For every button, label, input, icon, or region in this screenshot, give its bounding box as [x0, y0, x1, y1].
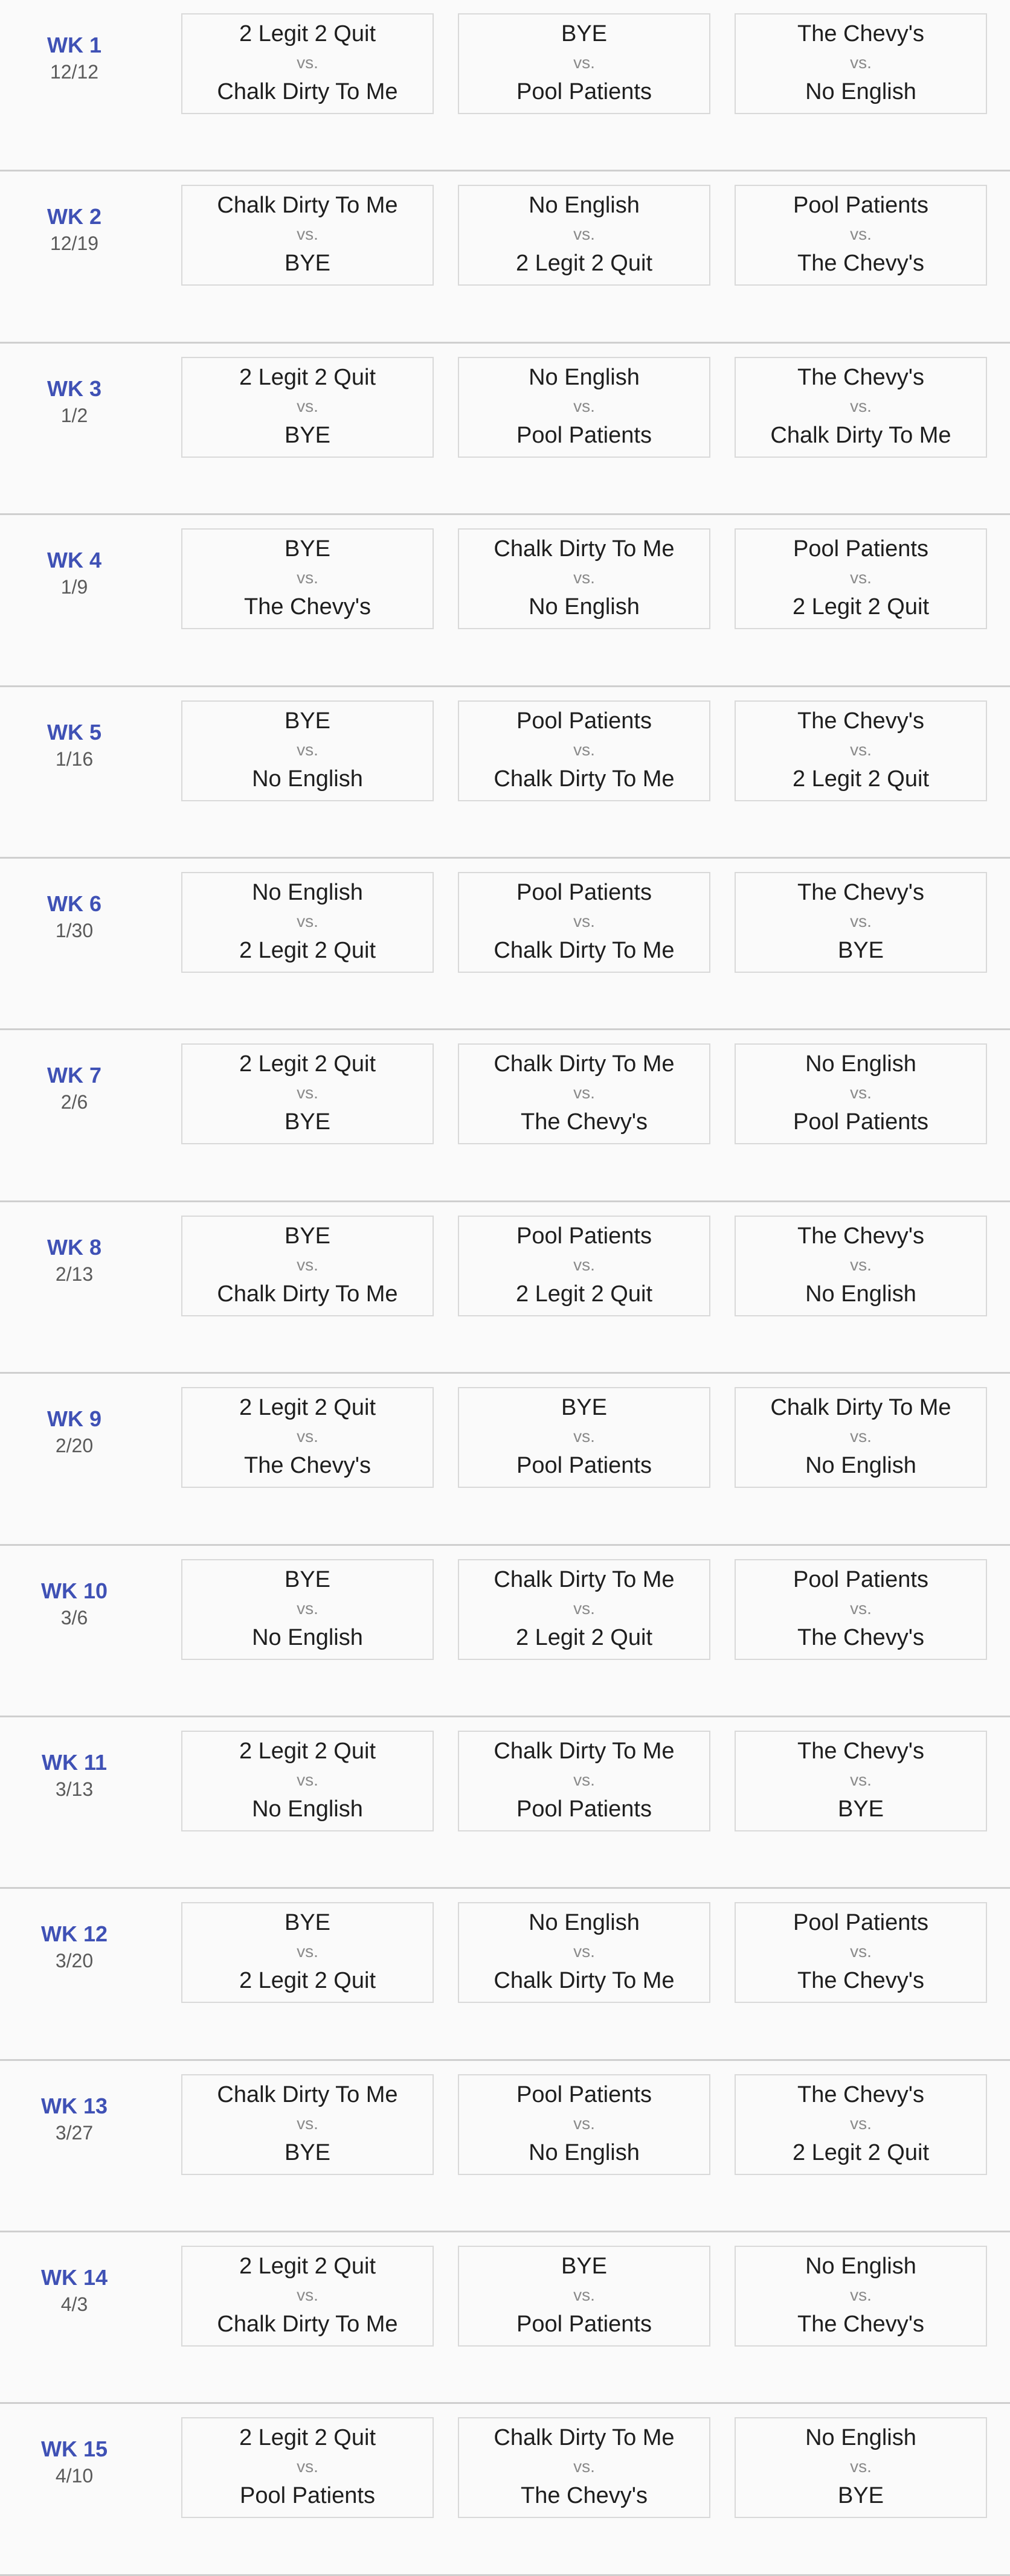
- week-row: [0, 1889, 1010, 2060]
- home-team: 2 Legit 2 Quit: [239, 21, 376, 46]
- vs-label: vs.: [297, 2286, 318, 2305]
- vs-label: vs.: [850, 568, 872, 588]
- week-row: [0, 1717, 1010, 1889]
- vs-label: vs.: [297, 1942, 318, 1961]
- home-team: No English: [529, 193, 640, 219]
- week-date: 12/19: [50, 232, 99, 255]
- away-team: The Chevy's: [520, 2483, 648, 2509]
- week-number: WK 8: [47, 1234, 101, 1260]
- away-team: Pool Patients: [516, 1453, 652, 1479]
- week-row: [0, 1374, 1010, 1545]
- week-row: [0, 0, 1010, 171]
- away-team: The Chevy's: [797, 2312, 924, 2337]
- home-team: BYE: [561, 21, 608, 46]
- week-date: 1/30: [55, 919, 94, 941]
- away-team: BYE: [284, 1109, 331, 1135]
- vs-label: vs.: [297, 1598, 318, 1618]
- match-card: [458, 2074, 710, 2175]
- match-card: [458, 1216, 710, 1316]
- home-team: The Chevy's: [797, 1223, 924, 1249]
- away-team: 2 Legit 2 Quit: [792, 766, 930, 792]
- home-team: Chalk Dirty To Me: [494, 1738, 675, 1764]
- week-date: 1/9: [60, 576, 88, 598]
- week-number: WK 2: [47, 204, 101, 229]
- home-team: The Chevy's: [797, 2081, 924, 2107]
- vs-label: vs.: [573, 1942, 595, 1961]
- match-card: [458, 13, 710, 114]
- week-number: WK 15: [40, 2437, 108, 2462]
- week-row: [0, 2404, 1010, 2575]
- week-date: 3/27: [55, 2121, 94, 2144]
- away-team: BYE: [837, 937, 884, 963]
- week-date: 4/10: [55, 2465, 94, 2487]
- vs-label: vs.: [297, 911, 318, 931]
- match-card: [735, 357, 987, 458]
- match-card: [735, 1043, 987, 1144]
- home-team: The Chevy's: [797, 1738, 924, 1764]
- home-team: Chalk Dirty To Me: [494, 1566, 675, 1592]
- vs-label: vs.: [850, 225, 872, 244]
- week-date: 1/16: [55, 748, 94, 770]
- week-row: [0, 2232, 1010, 2404]
- away-team: 2 Legit 2 Quit: [239, 937, 376, 963]
- away-team: Chalk Dirty To Me: [217, 1281, 398, 1307]
- vs-label: vs.: [850, 1598, 872, 1618]
- match-card: [181, 1902, 434, 2003]
- vs-label: vs.: [850, 53, 872, 72]
- week-label: [0, 31, 149, 85]
- week-number: WK 1: [47, 33, 101, 57]
- away-team: Chalk Dirty To Me: [217, 2312, 398, 2337]
- away-team: BYE: [837, 1796, 884, 1822]
- match-card: [735, 872, 987, 973]
- match-card: [735, 2417, 987, 2518]
- away-team: BYE: [837, 2483, 884, 2509]
- home-team: The Chevy's: [797, 708, 924, 734]
- vs-label: vs.: [573, 1083, 595, 1103]
- vs-label: vs.: [850, 396, 872, 415]
- away-team: The Chevy's: [797, 1624, 924, 1650]
- match-card: [735, 2246, 987, 2347]
- match-card: [458, 1043, 710, 1144]
- home-team: Pool Patients: [516, 708, 652, 734]
- vs-label: vs.: [850, 1427, 872, 1446]
- week-date: 3/6: [60, 1606, 88, 1629]
- home-team: Pool Patients: [516, 1223, 652, 1249]
- week-label: [0, 2435, 149, 2488]
- week-label: [0, 1577, 149, 1630]
- week-label: [0, 1920, 149, 1973]
- week-row: [0, 1030, 1010, 1202]
- vs-label: vs.: [297, 740, 318, 759]
- away-team: 2 Legit 2 Quit: [515, 1624, 653, 1650]
- week-row: [0, 515, 1010, 687]
- match-card: [181, 1731, 434, 1831]
- away-team: 2 Legit 2 Quit: [515, 251, 653, 277]
- away-team: The Chevy's: [797, 251, 924, 277]
- away-team: Chalk Dirty To Me: [217, 79, 398, 104]
- away-team: The Chevy's: [243, 594, 371, 620]
- vs-label: vs.: [850, 2286, 872, 2305]
- match-card: [458, 185, 710, 286]
- away-team: No English: [529, 594, 640, 620]
- week-number: WK 6: [47, 891, 101, 916]
- week-row: [0, 859, 1010, 1030]
- match-card: [181, 2074, 434, 2175]
- match-card: [181, 528, 434, 629]
- week-date: 4/3: [60, 2293, 88, 2316]
- vs-label: vs.: [297, 225, 318, 244]
- home-team: Pool Patients: [793, 1566, 928, 1592]
- home-team: 2 Legit 2 Quit: [239, 1395, 376, 1421]
- away-team: No English: [252, 1624, 363, 1650]
- match-card: [735, 13, 987, 114]
- away-team: Pool Patients: [516, 1796, 652, 1822]
- week-label: [0, 1405, 149, 1458]
- vs-label: vs.: [850, 1770, 872, 1789]
- vs-label: vs.: [297, 53, 318, 72]
- home-team: BYE: [561, 2254, 608, 2280]
- vs-label: vs.: [850, 1942, 872, 1961]
- away-team: No English: [805, 79, 916, 104]
- match-card: [181, 700, 434, 801]
- week-label: [0, 546, 149, 600]
- home-team: Pool Patients: [793, 1910, 928, 1936]
- home-team: 2 Legit 2 Quit: [239, 364, 376, 390]
- home-team: Pool Patients: [793, 536, 928, 562]
- match-card: [181, 13, 434, 114]
- away-team: 2 Legit 2 Quit: [792, 2139, 930, 2165]
- week-row: [0, 344, 1010, 515]
- match-card: [735, 1731, 987, 1831]
- match-card: [181, 2417, 434, 2518]
- away-team: Pool Patients: [240, 2483, 375, 2509]
- week-date: 3/13: [55, 1778, 94, 1800]
- vs-label: vs.: [297, 396, 318, 415]
- week-label: [0, 375, 149, 428]
- week-row: [0, 1546, 1010, 1717]
- week-row: [0, 2061, 1010, 2232]
- home-team: No English: [252, 879, 363, 905]
- vs-label: vs.: [573, 1427, 595, 1446]
- away-team: 2 Legit 2 Quit: [239, 1968, 376, 1994]
- away-team: The Chevy's: [243, 1453, 371, 1479]
- match-card: [458, 528, 710, 629]
- away-team: Pool Patients: [793, 1109, 928, 1135]
- week-label: [0, 1062, 149, 1115]
- week-date: 12/12: [50, 61, 99, 83]
- away-team: 2 Legit 2 Quit: [792, 594, 930, 620]
- week-label: [0, 719, 149, 772]
- home-team: 2 Legit 2 Quit: [239, 1051, 376, 1077]
- home-team: Pool Patients: [793, 193, 928, 219]
- vs-label: vs.: [573, 1598, 595, 1618]
- week-number: WK 13: [40, 2093, 108, 2118]
- vs-label: vs.: [573, 225, 595, 244]
- home-team: Chalk Dirty To Me: [217, 193, 398, 219]
- match-card: [458, 1731, 710, 1831]
- home-team: 2 Legit 2 Quit: [239, 2425, 376, 2451]
- away-team: No English: [805, 1453, 916, 1479]
- match-card: [181, 357, 434, 458]
- match-card: [181, 2246, 434, 2347]
- match-card: [735, 185, 987, 286]
- match-card: [181, 1387, 434, 1488]
- week-date: 2/20: [55, 1435, 94, 1457]
- away-team: Pool Patients: [516, 79, 652, 104]
- week-number: WK 9: [47, 1406, 101, 1432]
- away-team: No English: [529, 2139, 640, 2165]
- away-team: No English: [252, 1796, 363, 1822]
- week-row: [0, 687, 1010, 859]
- vs-label: vs.: [297, 2113, 318, 2133]
- week-number: WK 11: [41, 1749, 108, 1775]
- home-team: BYE: [284, 1223, 331, 1249]
- away-team: Chalk Dirty To Me: [770, 422, 951, 448]
- vs-label: vs.: [850, 2457, 872, 2476]
- away-team: BYE: [284, 251, 331, 277]
- home-team: BYE: [284, 536, 331, 562]
- home-team: The Chevy's: [797, 879, 924, 905]
- home-team: No English: [529, 1910, 640, 1936]
- away-team: The Chevy's: [797, 1968, 924, 1994]
- home-team: No English: [805, 1051, 916, 1077]
- match-card: [735, 1902, 987, 2003]
- away-team: Chalk Dirty To Me: [494, 937, 675, 963]
- home-team: BYE: [284, 1566, 331, 1592]
- vs-label: vs.: [573, 1770, 595, 1789]
- match-card: [181, 1043, 434, 1144]
- home-team: BYE: [561, 1395, 608, 1421]
- match-card: [458, 357, 710, 458]
- week-label: [0, 890, 149, 943]
- match-card: [735, 528, 987, 629]
- week-label: [0, 1234, 149, 1287]
- week-date: 2/13: [55, 1263, 94, 1285]
- home-team: Pool Patients: [516, 879, 652, 905]
- vs-label: vs.: [573, 1255, 595, 1274]
- vs-label: vs.: [850, 1083, 872, 1103]
- vs-label: vs.: [573, 568, 595, 588]
- home-team: 2 Legit 2 Quit: [239, 1738, 376, 1764]
- away-team: No English: [805, 1281, 916, 1307]
- vs-label: vs.: [573, 2113, 595, 2133]
- week-label: [0, 203, 149, 256]
- week-number: WK 10: [40, 1578, 108, 1603]
- week-row: [0, 1202, 1010, 1374]
- week-number: WK 4: [47, 548, 101, 573]
- match-card: [181, 872, 434, 973]
- vs-label: vs.: [850, 2113, 872, 2133]
- week-number: WK 5: [47, 719, 101, 745]
- vs-label: vs.: [297, 1083, 318, 1103]
- match-card: [458, 1902, 710, 2003]
- away-team: Chalk Dirty To Me: [494, 766, 675, 792]
- home-team: No English: [805, 2254, 916, 2280]
- week-number: WK 12: [40, 1921, 108, 1947]
- match-card: [181, 1559, 434, 1660]
- away-team: Chalk Dirty To Me: [494, 1968, 675, 1994]
- vs-label: vs.: [850, 1255, 872, 1274]
- week-number: WK 3: [47, 376, 101, 401]
- vs-label: vs.: [573, 53, 595, 72]
- away-team: Pool Patients: [516, 422, 652, 448]
- vs-label: vs.: [850, 911, 872, 931]
- week-row: [0, 171, 1010, 343]
- vs-label: vs.: [297, 2457, 318, 2476]
- week-date: 1/2: [60, 404, 88, 426]
- match-card: [458, 2246, 710, 2347]
- away-team: BYE: [284, 422, 331, 448]
- vs-label: vs.: [573, 740, 595, 759]
- home-team: Chalk Dirty To Me: [494, 2425, 675, 2451]
- vs-label: vs.: [297, 568, 318, 588]
- week-number: WK 7: [47, 1063, 101, 1088]
- vs-label: vs.: [850, 740, 872, 759]
- match-card: [735, 700, 987, 801]
- week-label: [0, 2092, 149, 2145]
- home-team: The Chevy's: [797, 21, 924, 46]
- vs-label: vs.: [297, 1770, 318, 1789]
- home-team: The Chevy's: [797, 364, 924, 390]
- home-team: Chalk Dirty To Me: [217, 2081, 398, 2107]
- week-label: [0, 2264, 149, 2317]
- match-card: [181, 1216, 434, 1316]
- away-team: Pool Patients: [516, 2312, 652, 2337]
- week-number: WK 14: [40, 2265, 108, 2290]
- match-card: [458, 1559, 710, 1660]
- match-card: [181, 185, 434, 286]
- match-card: [458, 872, 710, 973]
- vs-label: vs.: [573, 2457, 595, 2476]
- away-team: BYE: [284, 2139, 331, 2165]
- vs-label: vs.: [573, 2286, 595, 2305]
- home-team: 2 Legit 2 Quit: [239, 2254, 376, 2280]
- vs-label: vs.: [573, 396, 595, 415]
- match-card: [458, 1387, 710, 1488]
- home-team: Chalk Dirty To Me: [494, 536, 675, 562]
- match-card: [735, 1216, 987, 1316]
- home-team: BYE: [284, 1910, 331, 1936]
- match-card: [458, 2417, 710, 2518]
- home-team: No English: [805, 2425, 916, 2451]
- away-team: 2 Legit 2 Quit: [515, 1281, 653, 1307]
- match-card: [735, 1387, 987, 1488]
- home-team: No English: [529, 364, 640, 390]
- vs-label: vs.: [297, 1427, 318, 1446]
- home-team: Chalk Dirty To Me: [770, 1395, 951, 1421]
- week-date: 2/6: [60, 1091, 88, 1113]
- home-team: BYE: [284, 708, 331, 734]
- week-date: 3/20: [55, 1950, 94, 1972]
- match-card: [458, 700, 710, 801]
- match-card: [735, 2074, 987, 2175]
- match-card: [735, 1559, 987, 1660]
- vs-label: vs.: [573, 911, 595, 931]
- vs-label: vs.: [297, 1255, 318, 1274]
- away-team: No English: [252, 766, 363, 792]
- home-team: Chalk Dirty To Me: [494, 1051, 675, 1077]
- home-team: Pool Patients: [516, 2081, 652, 2107]
- away-team: The Chevy's: [520, 1109, 648, 1135]
- week-label: [0, 1749, 149, 1802]
